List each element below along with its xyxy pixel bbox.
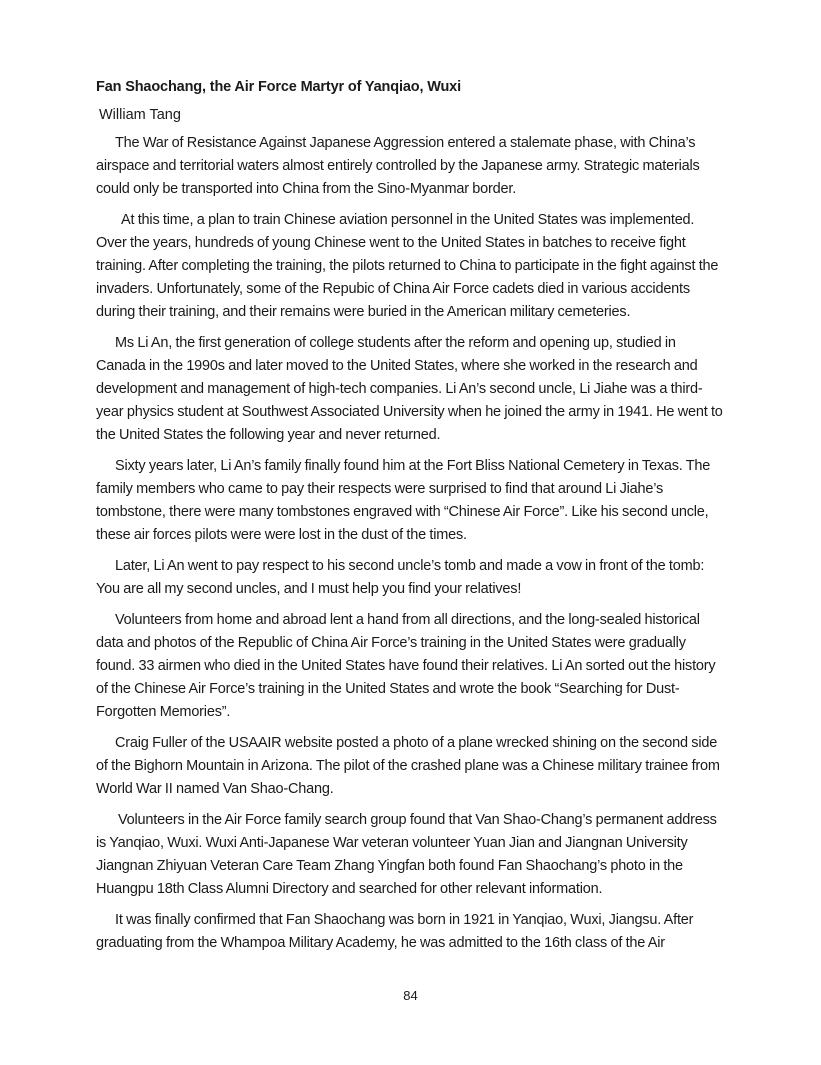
paragraph-1: The War of Resistance Against Japanese Aggression entered a stalemate phase, with China’s airspace and territorial waters almost entirely controlled by the Japanese army. Strategic materials could only be transported into China from the Sino-Myanmar border. (96, 135, 700, 197)
paragraph-9: It was finally confirmed that Fan Shaochang was born in 1921 in Yanqiao, Wuxi, Jiangsu. After graduating from the Whampoa Military Academy, he was admitted to the 16th class of the Air (96, 912, 694, 951)
page-number: 84 (403, 988, 418, 1003)
paragraph-4: Sixty years later, Li An’s family finally found him at the Fort Bliss National Cemetery in Texas. The family members who came to pay their respects were surprised to find that around Li Jiahe’s tombstone, there were many tombstones engraved with “Chinese Air Force”. Like his second uncle, these air forces pilots were were lost in the dust of the times. (96, 458, 711, 543)
paragraph-8: Volunteers in the Air Force family search group found that Van Shao-Chang’s permanent address is Yanqiao, Wuxi. Wuxi Anti-Japanese War veteran volunteer Yuan Jian and Jiangnan University Jiangnan Zhiyuan Veteran Care Team Zhang Yingfan both found Fan Shaochang’s photo in the Huangpu 18th Class Alumni Directory and searched for other relevant information. (96, 812, 717, 897)
paragraph-7: Craig Fuller of the USAAIR website posted a photo of a plane wrecked shining on the second side of the Bighorn Mountain in Arizona. The pilot of the crashed plane was a Chinese military trainee from World War II named Van Shao-Chang. (96, 735, 720, 797)
article-title: Fan Shaochang, the Air Force Martyr of Yanqiao, Wuxi (96, 79, 461, 95)
paragraph-6: Volunteers from home and abroad lent a hand from all directions, and the long-sealed historical data and photos of the Republic of China Air Force’s training in the United States were gradually found. 33 airmen who died in the United States have found their relatives. Li An sorted out the history of the Chinese Air Force’s training in the United States and wrote the book “Searching for Dust-Forgotten Memories”. (96, 612, 716, 720)
document-page (96, 77, 726, 955)
paragraph-3: Ms Li An, the first generation of college students after the reform and opening up, studied in Canada in the 1990s and later moved to the United States, where she worked in the research and development and management of high-tech companies. Li An’s second uncle, Li Jiahe was a third-year physics student at Southwest Associated University when he joined the army in 1941. He went to the United States the following year and never returned. (96, 335, 723, 443)
article-author: William Tang (99, 107, 181, 123)
paragraph-2: At this time, a plan to train Chinese aviation personnel in the United States was implemented. Over the years, hundreds of young Chinese went to the United States in batches to receive fight training. After completing the training, the pilots returned to China to participate in the fight against the invaders. Unfortunately, some of the Repubic of China Air Force cadets died in various accidents during their training, and their remains were buried in the American military cemeteries. (96, 212, 719, 320)
paragraph-5: Later, Li An went to pay respect to his second uncle’s tomb and made a vow in front of the tomb: You are all my second uncles, and I must help you find your relatives! (96, 558, 705, 597)
